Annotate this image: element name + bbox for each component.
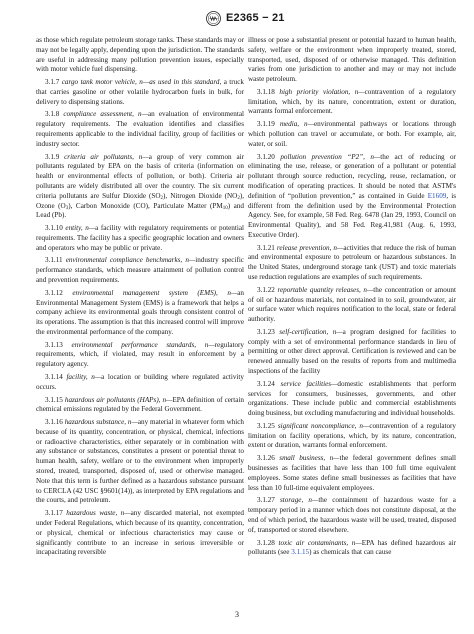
definition-3-1-11: 3.1.11 environmental compliance benchmarks, n—industry specific performance standards, which measure attainment of pollution control and prevention requirements. bbox=[36, 256, 244, 284]
definition-3-1-18: 3.1.18 high priority violation, n—contravention of a regulatory limitation, which, by its nature, concentration, extent or duration, warrants formal enforcement. bbox=[248, 87, 456, 116]
reference-link-e1609[interactable]: E1609 bbox=[427, 191, 447, 200]
definition-3-1-10: 3.1.10 entity, n—a facility with regulatory requirements or potential requirements. The facility has a specific geographic location and owners and operators who may be public or private. bbox=[36, 224, 244, 252]
astm-logo-icon bbox=[206, 11, 221, 26]
definition-3-1-26: 3.1.26 small business, n—the federal government defines small businesses as facilities that have less than 100 full time equivalent employees. Some states define small businesses as facilities that have less than 10 full-time equivalent employees. bbox=[248, 454, 456, 492]
definition-3-1-8: 3.1.8 compliance assessment, n—an evaluation of environmental regulatory requirements. The evaluation identifies and classifies requirements applicable to the individual facility, group of facilities or industry sector. bbox=[36, 110, 244, 148]
definition-3-1-12: 3.1.12 environmental management system (EMS), n—an Environmental Management System (EMS) is a framework that helps a company achieve its environmental goals through consistent control of its operations. The assumption is that this increased control will improve the environmental performance of the company. bbox=[36, 288, 244, 336]
definition-3-1-14: 3.1.14 facility, n—a location or building where regulated activity occurs. bbox=[36, 373, 244, 391]
definition-3-1-15: 3.1.15 hazardous air pollutants (HAPs), n—EPA definition of certain chemical emissions regulated by the Federal Government. bbox=[36, 395, 244, 414]
paragraph-continuation: illness or pose a substantial present or potential hazard to human health, safety, welfare or the environment when improperly treated, stored, transported, used, disposed of or otherwise managed. This definition varies from one jurisdiction to another and may or may not include waste petroleum. bbox=[248, 36, 456, 84]
definition-3-1-19: 3.1.19 media, n—environmental pathways or locations through which pollution can travel or accumulate, or both. For example, air, water, or soil. bbox=[248, 120, 456, 148]
left-column bbox=[36, 36, 244, 561]
reference-link-3-1-15[interactable]: 3.1.15 bbox=[291, 548, 310, 557]
definition-3-1-16: 3.1.16 hazardous substance, n—any material in whatever form which because of its quantity, concentration, or physical, chemical, infections or radioactive characteristics, either separately or in combination with any substance or substances, constitutes a present or potential threat to human health, safety, welfare or to the environment when improperly stored, treated, transported, disposed of, used or otherwise managed. Note that this term is further defined as a hazardous substance pursuant to CERCLA (42 USC §9601(14)), as interpreted by EPA regulations and the courts, and petroleum. bbox=[36, 418, 244, 505]
definition-3-1-27: 3.1.27 storage, n—the containment of hazardous waste for a temporary period in a manner which does not constitute disposal, at the end of which period, the hazardous waste will be used, treated, disposed of, transported or stored elsewhere. bbox=[248, 496, 456, 534]
definition-3-1-25: 3.1.25 significant noncompliance, n—contravention of a regulatory limitation on facility operations, which, by its nature, concentration, extent or duration, warrants formal enforcement. bbox=[248, 421, 456, 450]
definition-3-1-9: 3.1.9 criteria air pollutants, n—a group of very common air pollutants regulated by EPA on the basis of criteria (information on health or environmental effects of pollution, or both). Criteria air pollutants are widely distributed all over the country. The six current criteria pollutants are Sulfur Dioxide $(SO_2)$, Nitrogen Dioxide $(NO_2)$, Ozone $(O_3)$, Carbon Monoxide (CO), Particulate Matter $(PM_{10})$ and Lead (Pb). bbox=[36, 152, 244, 220]
definition-3-1-13: 3.1.13 environmental performance standards, n—regulatory requirements, which, if violated, may result in enforcement by a regulatory agency. bbox=[36, 340, 244, 369]
page-header bbox=[0, 11, 474, 29]
definition-3-1-7: 3.1.7 cargo tank motor vehicle, n—as used in this standard, a truck that carries gasoline or other volatile hydrocarbon fuels in bulk, for delivery to dispensing stations. bbox=[36, 78, 244, 106]
definition-3-1-23: 3.1.23 self-certification, n—a program designed for facilities to comply with a set of environmental performance standards in lieu of permitting or other direct approval. Certification is reviewed and can be renewed annually based on the results of reports from and multimedia inspections of the facility bbox=[248, 327, 456, 375]
definition-3-1-20: 3.1.20 pollution prevention “P2”, n—the act of reducing or eliminating the use, release, or generation of a pollutant or potential pollutant through source reduction, recycling, reuse, reclamation, or modification of operating practices. It should be noted that ASTM's definition of “pollution prevention,” as contained in Guide E1609, is different from the definition used by the Environmental Protection Agency. See, for example, 58 Fed. Reg. 6478 (Jan 29, 1993, Council on Environmental Quality), and 58 Fed. Reg.41,981 (Aug. 6, 1993, Executive Order). bbox=[248, 152, 456, 239]
paragraph-continuation: as those which regulate petroleum storage tanks. These standards may or may not be legally apply, depending upon the jurisdiction. The standards are useful in addressing many pollution prevention issues, especially with motor vehicle fuel dispensing. bbox=[36, 36, 244, 74]
definition-3-1-28: 3.1.28 toxic air contaminants, n—EPA has defined hazardous air pollutants (see 3.1.15) as chemicals that can cause bbox=[248, 538, 456, 557]
definition-3-1-17: 3.1.17 hazardous waste, n—any discarded material, not exempted under Federal Regulations, which because of its quantity, concentration, or physical, chemical or infectious characteristics may cause or significantly contribute to an increase in serious irreversible or incapacitating reversible bbox=[36, 509, 244, 557]
page-number: 3 bbox=[235, 610, 239, 619]
right-column bbox=[248, 36, 456, 561]
definition-3-1-21: 3.1.21 release prevention, n—activities that reduce the risk of human and environmental exposure to petroleum or hazardous substances. In the United States, underground storage tank (UST) and toxic materials use reduction regulations are examples of such requirements. bbox=[248, 243, 456, 281]
definition-3-1-24: 3.1.24 service facilities—domestic establishments that perform services for consumers, businesses, governments, and other organizations. These include public and commercial establishments doing business, but excluding manufacturing and individual households. bbox=[248, 379, 456, 418]
definition-3-1-22: 3.1.22 reportable quantity releases, n—the concentration or amount of oil or hazardous materials, not contained in to soil, groundwater, air or surface water which requires notification to the local, state or federal authority. bbox=[248, 285, 456, 324]
standard-designation: E2365 − 21 bbox=[226, 12, 285, 24]
criteria-pollutants-text: a group of very common air pollutants regulated by EPA on the basis of criteria (information on health or environmental effects of pollution, or both). Criteria air pollutants are widely distributed all over the country. The six current criteria pollutants are Sulfur Dioxide $(SO_2)$, Nitrogen Dioxide $(NO_2)$, Ozone $(O_3)$, Carbon Monoxide (CO), Particulate Matter $(PM_{10})$ and Lead (Pb). bbox=[36, 152, 244, 220]
